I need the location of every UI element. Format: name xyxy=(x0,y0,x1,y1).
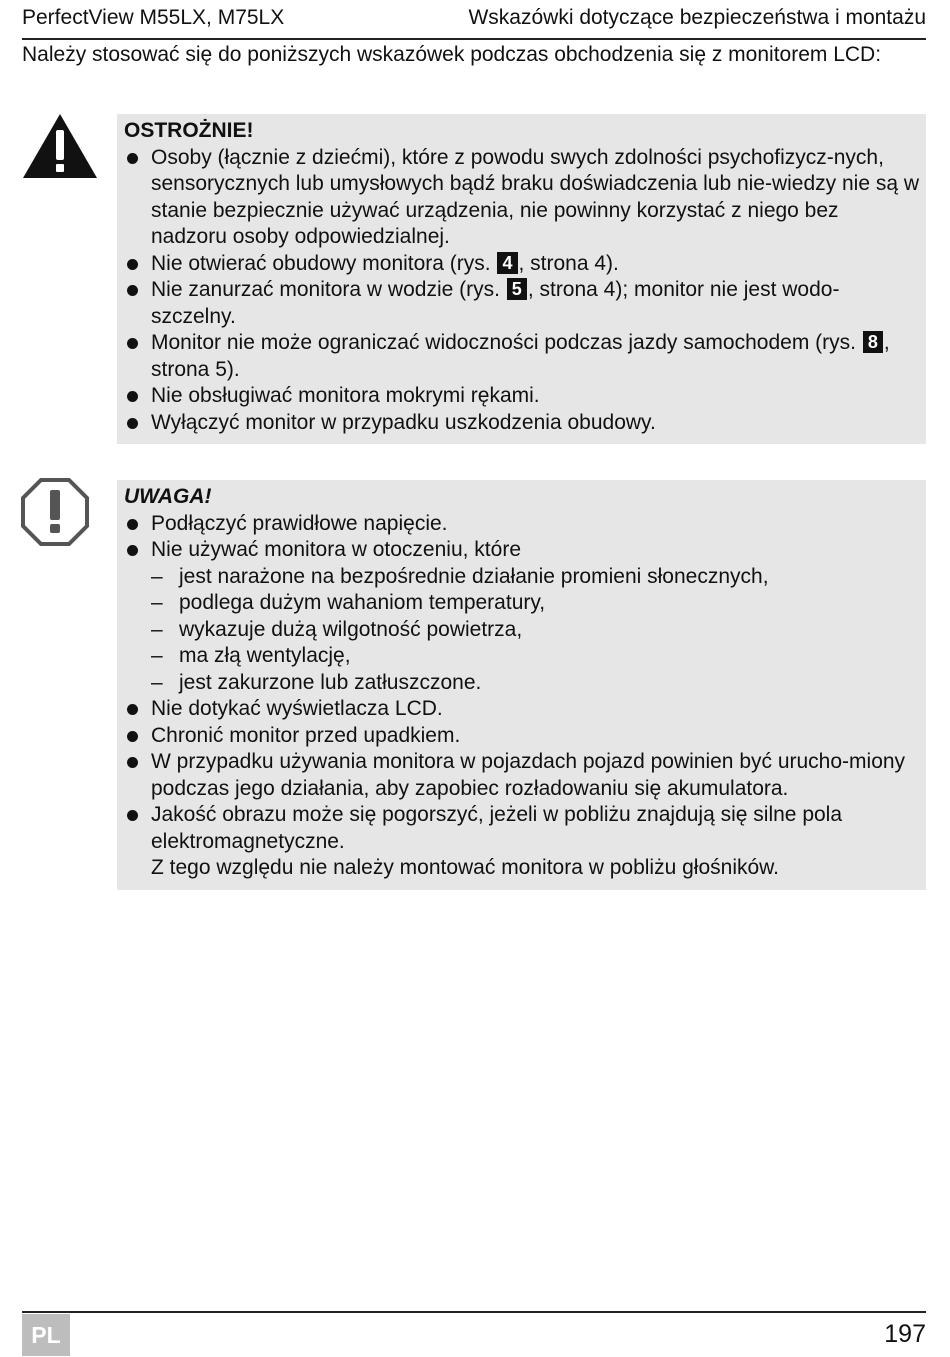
footer-rule xyxy=(22,1311,926,1313)
figure-reference: 8 xyxy=(863,331,883,353)
language-tab: PL xyxy=(22,1314,70,1356)
sub-list-item: – podlega dużym wahaniom temperatury, xyxy=(151,590,920,617)
sub-list-item: – jest narażone na bezpośrednie działanie promieni słonecznych, xyxy=(151,564,920,591)
item-text: Wyłączyć monitor w przypadku uszkodzenia obudowy. xyxy=(151,410,656,434)
item-text: Chronić monitor przed upadkiem. xyxy=(151,723,461,747)
list-item xyxy=(124,410,920,437)
notice-list xyxy=(124,511,920,882)
list-item xyxy=(124,511,920,538)
warning-triangle-icon xyxy=(21,112,99,180)
octagon-exclamation-icon xyxy=(21,478,89,546)
item-extra-text: Z tego względu nie należy montować monitora w pobliżu głośników. xyxy=(151,856,780,879)
item-text: , strona 4); monitor nie jest wodo-szczelny. xyxy=(151,278,840,328)
list-item xyxy=(124,383,920,410)
item-text: W przypadku używania monitora w pojazdach pojazd powinien być urucho-miony podczas jego działania, aby zapobiec rozładowaniu się akumulatora. xyxy=(151,750,906,800)
item-text: Nie obsługiwać monitora mokrymi rękami. xyxy=(151,384,540,407)
item-text: Nie dotykać wyświetlacza LCD. xyxy=(151,697,443,720)
item-text: Nie używać monitora w otoczeniu, które xyxy=(151,538,521,561)
header-product: PerfectView M55LX, M75LX xyxy=(22,6,285,29)
page-header xyxy=(22,4,926,40)
figure-reference: 5 xyxy=(507,278,527,300)
figure-reference: 4 xyxy=(497,252,517,274)
list-item xyxy=(124,251,920,278)
item-text: Monitor nie może ograniczać widoczności podczas jazdy samochodem (rys. xyxy=(151,331,856,354)
item-text: Jakość obrazu może się pogorszyć, jeżeli w pobliżu znajdują się silne pola elektromagnetyczne. xyxy=(151,803,843,853)
sub-list xyxy=(151,564,920,697)
list-item xyxy=(124,723,920,750)
list-item xyxy=(124,277,920,330)
caution-box xyxy=(117,114,926,444)
item-text: Nie zanurzać monitora w wodzie (rys. xyxy=(151,278,500,301)
notice-title: UWAGA! xyxy=(124,485,212,508)
list-item xyxy=(124,145,920,251)
sub-list-item: – jest zakurzone lub zatłuszczone. xyxy=(151,670,920,697)
list-item xyxy=(124,802,920,882)
caution-title: OSTROŻNIE! xyxy=(124,119,254,142)
list-item xyxy=(124,749,920,802)
header-section: Wskazówki dotyczące bezpieczeństwa i montażu xyxy=(468,6,926,29)
caution-list xyxy=(124,145,920,437)
sub-list-item: – ma złą wentylację, xyxy=(151,643,920,670)
list-item xyxy=(124,330,920,383)
item-text: Podłączyć prawidłowe napięcie. xyxy=(151,511,448,535)
notice-box xyxy=(117,480,926,890)
list-item xyxy=(124,696,920,723)
list-item xyxy=(124,537,920,696)
item-text: , strona 4). xyxy=(518,251,619,275)
item-text: , strona 5). xyxy=(151,331,890,381)
sub-list-item: – wykazuje dużą wilgotność powietrza, xyxy=(151,617,920,644)
item-text: Nie otwierać obudowy monitora (rys. xyxy=(151,251,491,275)
item-text: Osoby (łącznie z dziećmi), które z powodu swych zdolności psychofizycz-nych, sensorycznych lub umysłowych bądź braku doświadczenia lub nie-wiedzy nie są w stanie bezpiecznie używać urządzenia, nie powinny korzystać z niego bez nadzoru osoby odpowiedzialnej. xyxy=(151,145,920,248)
intro-text: Należy stosować się do poniższych wskazówek podczas obchodzenia się z monitorem LCD: xyxy=(22,43,882,66)
page-number: 197 xyxy=(884,1320,926,1348)
